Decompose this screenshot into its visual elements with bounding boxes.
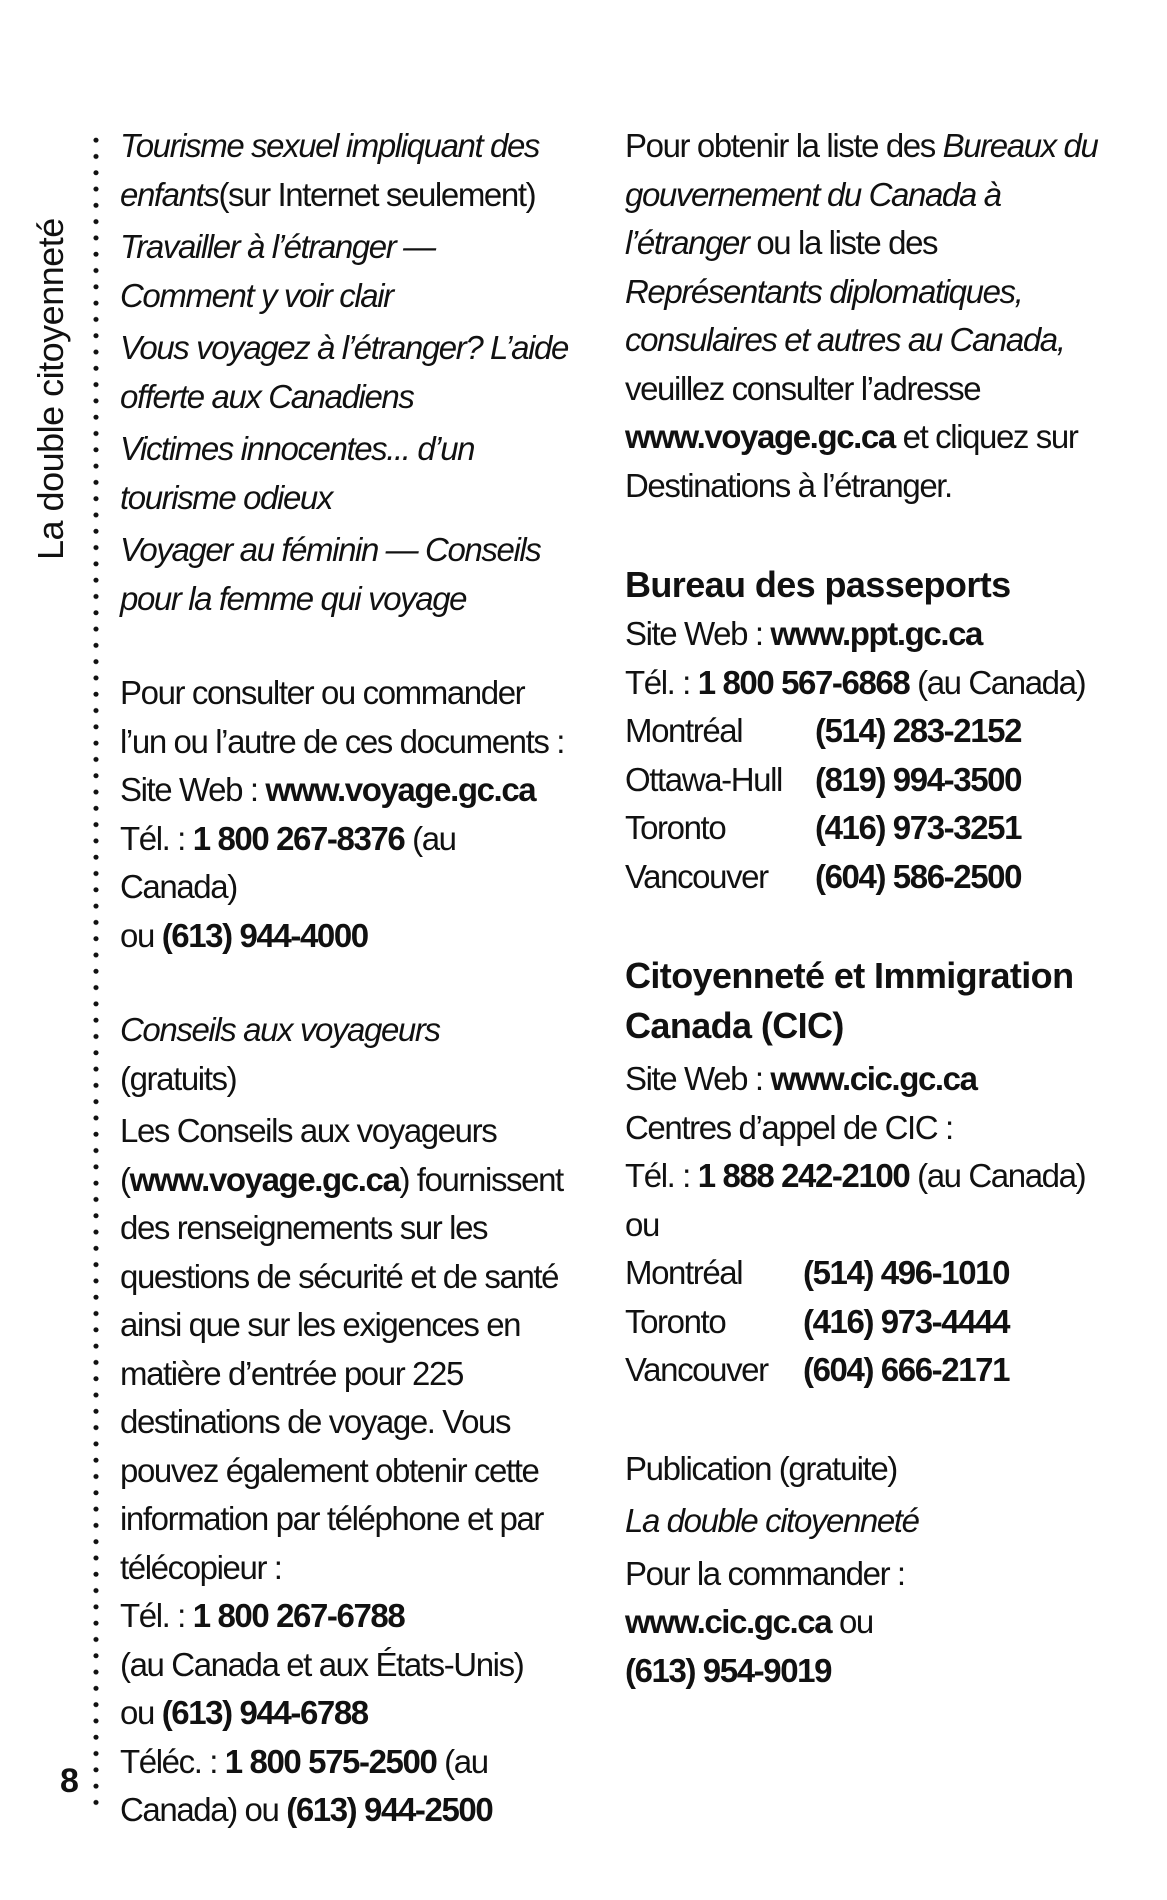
advice-text: Les Conseils aux voyageurs ( xyxy=(120,1112,497,1198)
advice-alt-number: (613) 944-6788 xyxy=(161,1694,368,1731)
intro-paragraph xyxy=(625,122,1125,510)
advice-tel-number: 1 800 267-6788 xyxy=(192,1597,405,1634)
office-row xyxy=(625,1346,1125,1395)
advice-title: Conseils aux voyageurs xyxy=(120,1011,440,1048)
site-label: Site Web : xyxy=(625,1060,771,1097)
office-phone: (514) 283-2152 xyxy=(815,712,1022,749)
intro-italic-title: Bureaux du gouvernement du Canada à l’étranger xyxy=(625,127,1098,261)
passport-heading: Bureau des passeports xyxy=(625,564,1011,605)
office-phone: (514) 496-1010 xyxy=(803,1254,1010,1291)
tel-label: Tél. : xyxy=(625,1157,698,1194)
publication-note: (sur Internet seulement) xyxy=(218,175,536,213)
passport-office-list xyxy=(625,707,1125,901)
office-city: Ottawa-Hull xyxy=(625,760,782,798)
advice-title-block xyxy=(120,1006,575,1103)
office-row xyxy=(625,1298,1125,1347)
fax-alt-number: (613) 944-2500 xyxy=(286,1791,493,1828)
order-site-link[interactable]: www.cic.gc.ca xyxy=(625,1603,832,1640)
consult-text: Pour consulter ou commander l’un ou l’autre de ces documents : xyxy=(120,674,565,760)
office-city: Vancouver xyxy=(625,1351,768,1388)
passport-site-link[interactable]: www.ppt.gc.ca xyxy=(770,615,983,652)
office-phone: (604) 586-2500 xyxy=(815,857,1022,895)
office-city: Vancouver xyxy=(625,857,768,895)
right-column xyxy=(625,122,1125,1695)
intro-text: et cliquez sur Destinations à l’étranger. xyxy=(625,418,1078,504)
office-city: Montréal xyxy=(625,1254,743,1291)
advice-or: ou xyxy=(120,1694,162,1731)
office-row xyxy=(625,756,1125,805)
or-text: ou xyxy=(831,1603,873,1640)
intro-text: Pour obtenir la liste des xyxy=(625,127,943,164)
tel-note: (au Canada) xyxy=(909,663,1086,701)
advice-text: ) fournissent des renseignements sur les questions de sécurité et de santé ainsi que sur les exigences en matière d’entrée pour 225 destinations de voyage. Vous pouvez également obtenir cette information par téléphone et par télécopieur : xyxy=(120,1160,563,1586)
cic-contact xyxy=(625,1055,1125,1249)
advice-paragraph xyxy=(120,1107,575,1835)
left-column xyxy=(120,122,575,1835)
consult-paragraph xyxy=(120,669,575,960)
office-row xyxy=(625,707,1125,756)
intro-site-link[interactable]: www.voyage.gc.ca xyxy=(625,418,895,455)
office-phone: (416) 973-3251 xyxy=(815,809,1022,846)
office-city: Toronto xyxy=(625,809,726,846)
fax-label: Téléc. : xyxy=(120,1742,225,1780)
or-text: ou xyxy=(625,1205,659,1243)
tel-number: 1 800 267-8376 xyxy=(192,819,405,857)
publication-item: Victimes innocentes... d’un tourisme odieux xyxy=(120,430,475,516)
tel-note: (au Canada) xyxy=(120,819,456,905)
advice-free: (gratuits) xyxy=(120,1059,237,1097)
office-phone: (604) 666-2171 xyxy=(803,1351,1010,1388)
page-number: 8 xyxy=(60,1762,79,1800)
advice-tel-label: Tél. : xyxy=(120,1597,193,1634)
cic-site-link[interactable]: www.cic.gc.ca xyxy=(770,1060,977,1097)
dotted-rule xyxy=(92,132,100,1812)
fax-note: (au Canada) ou xyxy=(120,1742,488,1828)
cic-tel: 1 888 242-2100 xyxy=(697,1157,910,1194)
tel-label: Tél. : xyxy=(120,819,193,857)
tel-label: Tél. : xyxy=(625,663,698,701)
publication-item: Voyager au féminin — Conseils pour la femme qui voyage xyxy=(120,531,541,617)
passport-tel: 1 800 567-6868 xyxy=(697,663,910,701)
office-phone: (819) 994-3500 xyxy=(815,760,1022,798)
advice-tel-note: (au Canada et aux États-Unis) xyxy=(120,1645,524,1683)
cic-callcentres: Centres d’appel de CIC : xyxy=(625,1108,953,1146)
voyage-site-link[interactable]: www.voyage.gc.ca xyxy=(265,771,536,808)
office-row xyxy=(625,1249,1125,1298)
alt-number: (613) 944-4000 xyxy=(161,916,368,954)
publication-label: Publication (gratuite) xyxy=(625,1449,897,1487)
publication-title: Tourisme sexuel impliquant des enfants xyxy=(120,127,540,213)
order-label: Pour la commander : xyxy=(625,1554,905,1592)
advice-site-link[interactable]: www.voyage.gc.ca xyxy=(129,1160,400,1198)
intro-text: ou la liste des xyxy=(748,224,938,261)
office-row xyxy=(625,853,1125,902)
office-row xyxy=(625,804,1125,853)
cic-office-list xyxy=(625,1249,1125,1395)
site-label: Site Web : xyxy=(625,615,771,652)
tel-note: (au Canada) xyxy=(909,1157,1086,1194)
running-header-vertical: La double citoyenneté xyxy=(30,218,71,560)
or-text: ou xyxy=(120,916,162,954)
publication-item: Travailler à l’étranger — Comment y voir clair xyxy=(120,228,435,314)
office-phone: (416) 973-4444 xyxy=(803,1302,1010,1340)
publication-item: Vous voyagez à l’étranger? L’aide offerte aux Canadiens xyxy=(120,329,568,415)
publication-title: La double citoyenneté xyxy=(625,1502,919,1539)
publication-item xyxy=(120,122,575,219)
site-label: Site Web : xyxy=(120,771,266,808)
intro-italic-title: Représentants diplomatiques, consulaires et autres au Canada, xyxy=(625,272,1065,358)
office-city: Toronto xyxy=(625,1302,726,1340)
passport-contact xyxy=(625,610,1125,707)
cic-heading: Citoyenneté et Immigration Canada (CIC) xyxy=(625,955,1074,1046)
fax-number: 1 800 575-2500 xyxy=(224,1742,437,1780)
order-block xyxy=(625,1550,1125,1696)
order-phone: (613) 954-9019 xyxy=(625,1651,832,1689)
office-city: Montréal xyxy=(625,712,743,749)
intro-text: veuillez consulter l’adresse xyxy=(625,369,981,407)
